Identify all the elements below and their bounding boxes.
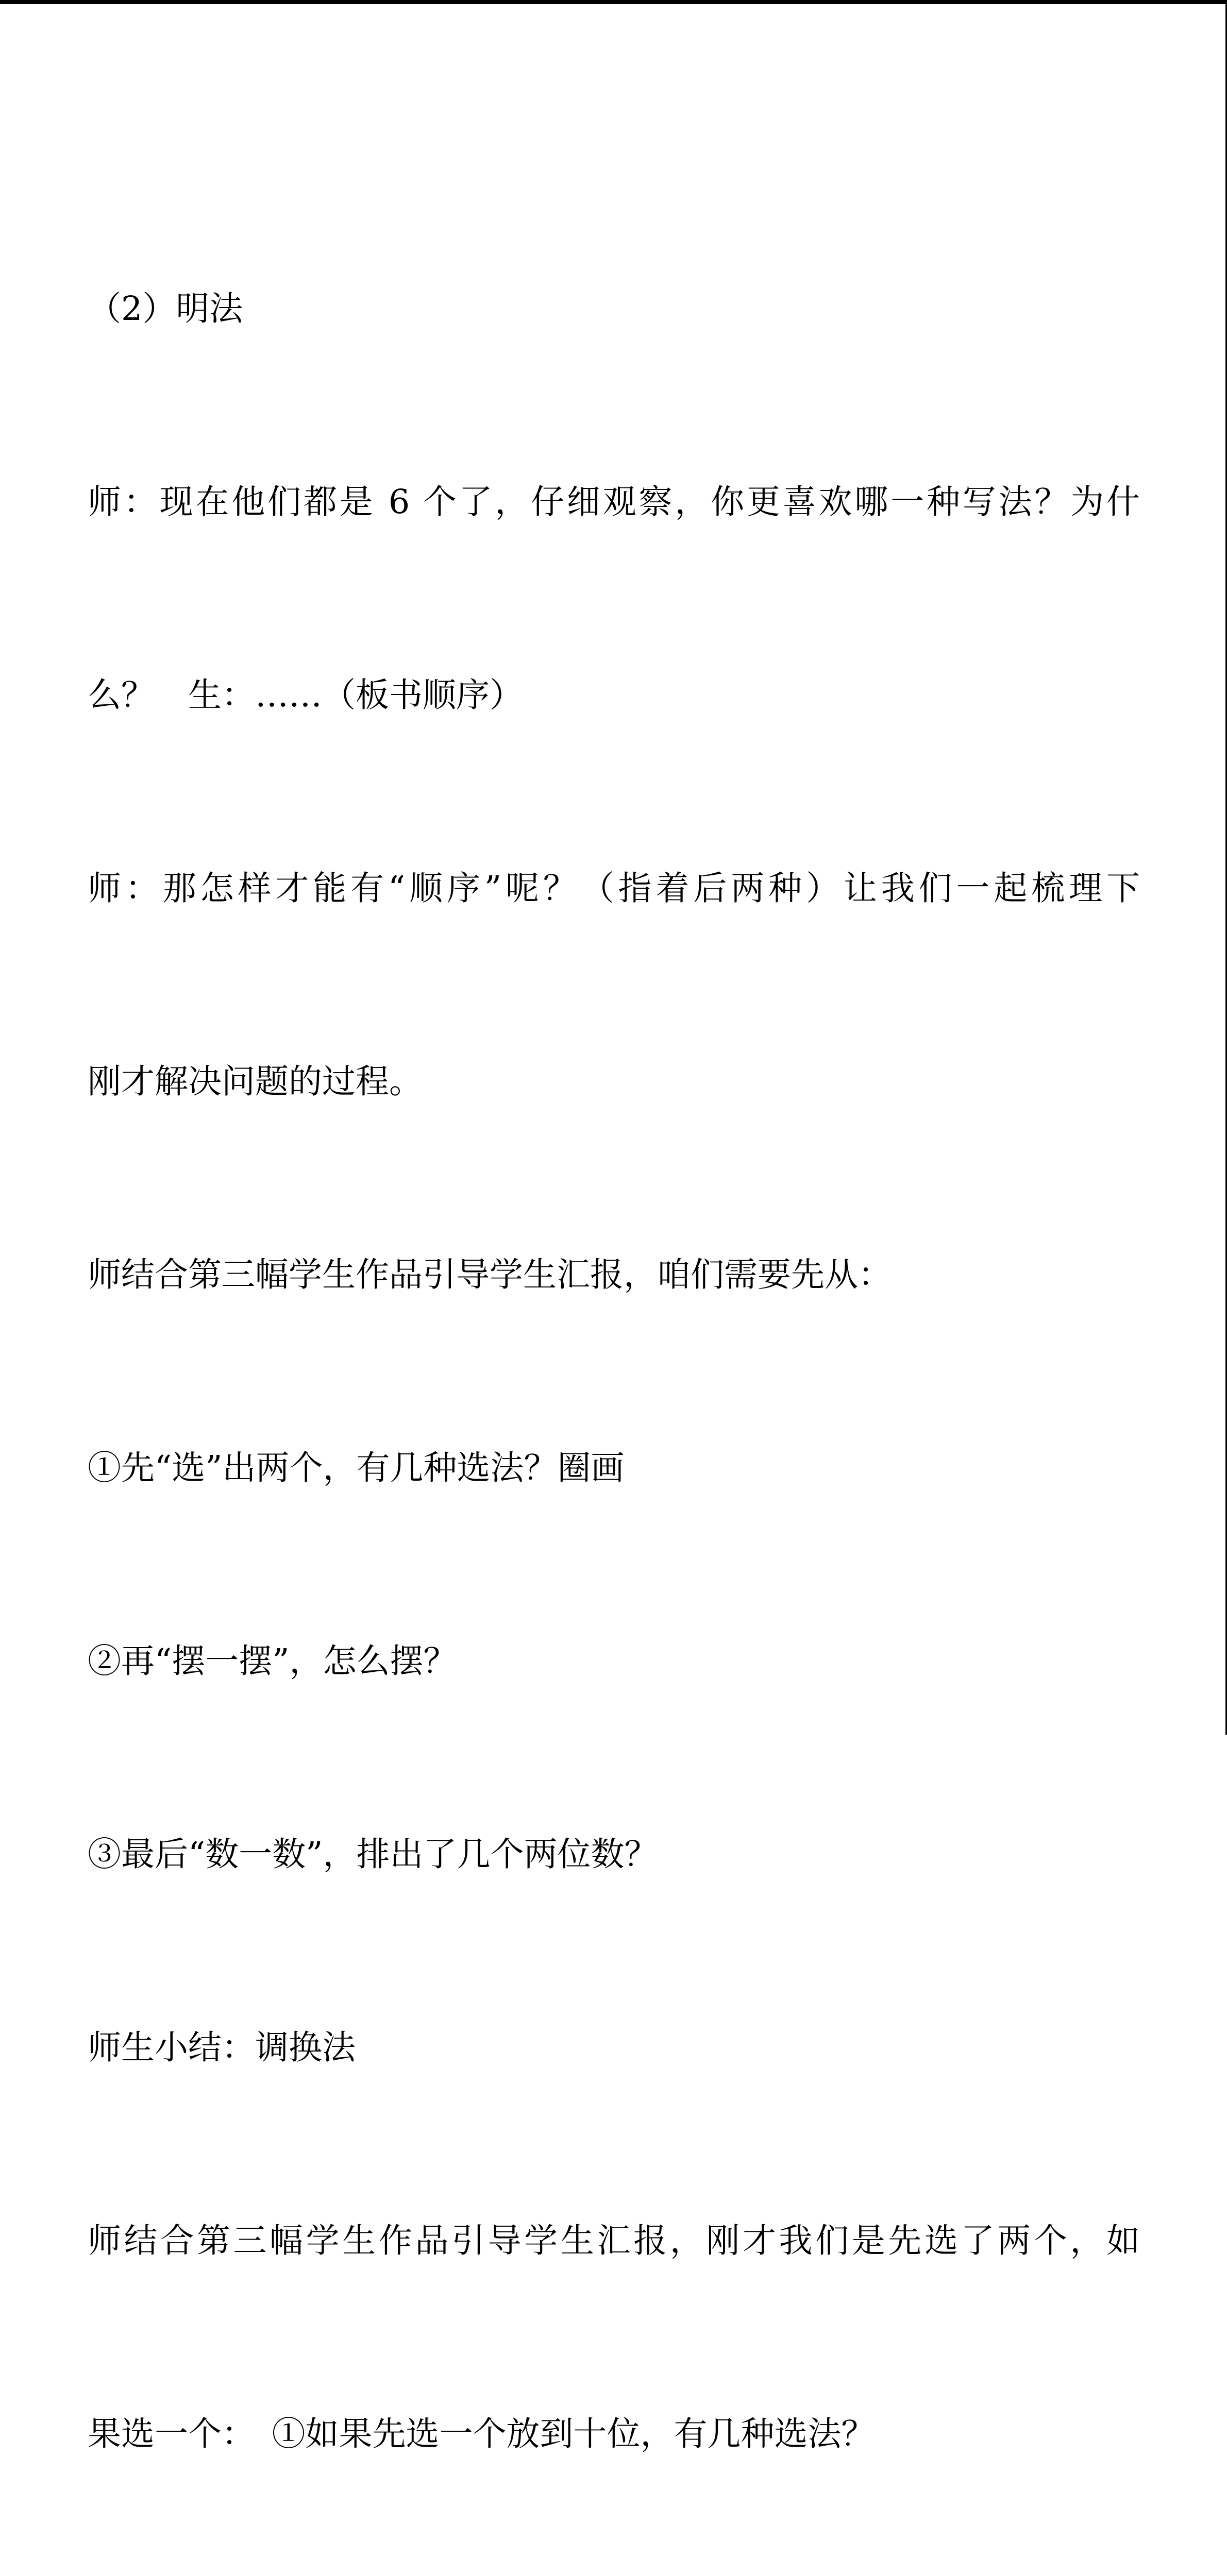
teacher-line-cont: 么？ 生：……（板书顺序） xyxy=(88,676,524,715)
teacher-line: 师：现在他们都是 6 个了，仔细观察，你更喜欢哪一种写法？为什 xyxy=(88,483,1140,521)
section-heading-2: （2）明法 xyxy=(88,290,243,328)
guide-report-cont: 果选一个： ①如果先选一个放到十位，有几种选法？ xyxy=(88,2415,875,2453)
step-2-line: ②再“摆一摆”，怎么摆？ xyxy=(88,1642,457,1681)
page-top-border xyxy=(0,0,1227,4)
step-3-line: ③最后“数一数”，排出了几个两位数？ xyxy=(88,1835,658,1874)
document-body-text xyxy=(88,148,1140,2576)
teacher-line-cont: 刚才解决问题的过程。 xyxy=(88,1062,423,1101)
guide-report-line: 师结合第三幅学生作品引导学生汇报，咱们需要先从： xyxy=(88,1256,892,1294)
summary-swap-method: 师生小结：调换法 xyxy=(88,2028,356,2067)
teacher-line: 师：那怎样才能有“顺序”呢？（指着后两种）让我们一起梳理下 xyxy=(88,869,1140,908)
step-1-line: ①先“选”出两个，有几种选法？圈画 xyxy=(88,1449,625,1487)
guide-report-line: 师结合第三幅学生作品引导学生汇报，刚才我们是先选了两个，如 xyxy=(88,2222,1140,2260)
